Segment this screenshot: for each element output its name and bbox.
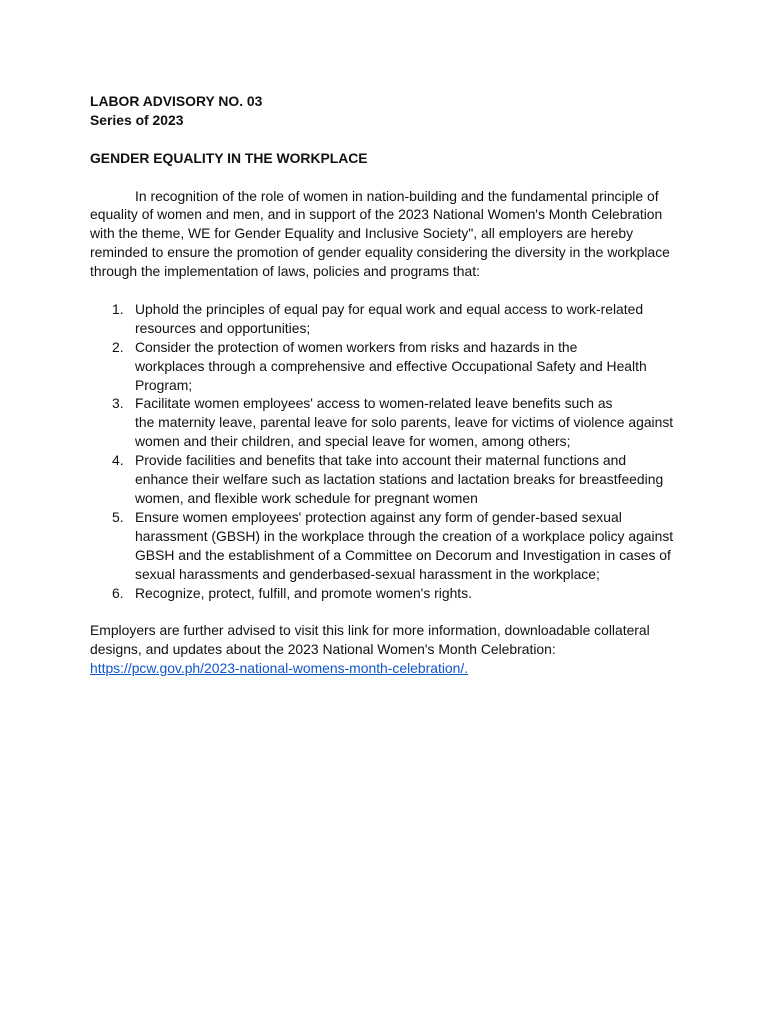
list-item-number: 5. [112,508,124,525]
intro-line: In recognition of the role of women in nation-building and the fundamental principle of [135,187,659,204]
document-content [90,92,690,678]
intro-line: reminded to ensure the promotion of gender equality considering the diversity in the workplace [90,244,670,261]
list-item-line: harassment (GBSH) in the workplace through the creation of a workplace policy against [135,527,674,544]
document-title: GENDER EQUALITY IN THE WORKPLACE [90,149,368,166]
list-item [90,338,690,395]
list-item-line: enhance their welfare such as lactation stations and lactation breaks for breastfeeding [135,471,664,488]
list-item-line: resources and opportunities; [135,319,311,336]
list-item-line: sexual harassments and genderbased-sexual harassment in the workplace; [135,565,600,582]
intro-paragraph [90,187,690,282]
list-item [90,508,690,584]
closing-line: Employers are further advised to visit this link for more information, downloadable collateral [90,622,650,639]
closing-line: designs, and updates about the 2023 National Women's Month Celebration: [90,641,556,658]
list-item-line: women and their children, and special leave for women, among others; [135,433,571,450]
list-item-line: the maternity leave, parental leave for solo parents, leave for victims of violence against [135,414,674,431]
list-item-line: Recognize, protect, fulfill, and promote women's rights. [135,584,472,601]
list-item-number: 1. [112,300,124,317]
list-item-line: Provide facilities and benefits that take into account their maternal functions and [135,452,627,469]
list-item-number: 2. [112,338,124,355]
list-item-line: Ensure women employees' protection against any form of gender-based sexual [135,508,622,525]
list-item-number: 4. [112,452,124,469]
intro-line: equality of women and men, and in support of the 2023 National Women's Month Celebration [90,206,663,223]
requirements-list [90,300,690,603]
list-item-line: GBSH and the establishment of a Committee on Decorum and Investigation in cases of [135,546,671,563]
list-item-number: 6. [112,584,124,601]
list-item [90,300,690,338]
list-item-line: Program; [135,376,193,393]
intro-line: with the theme, WE for Gender Equality and Inclusive Society", all employers are hereby [90,225,634,242]
closing-paragraph [90,621,690,678]
list-item-line: women, and flexible work schedule for pregnant women [135,489,478,506]
list-item-line: Facilitate women employees' access to women-related leave benefits such as [135,395,613,412]
list-item-line: Consider the protection of women workers from risks and hazards in the [135,338,578,355]
list-item-line: workplaces through a comprehensive and effective Occupational Safety and Health [135,357,647,374]
celebration-link[interactable]: https://pcw.gov.ph/2023-national-womens-month-celebration/. [90,660,469,677]
advisory-series: Series of 2023 [90,111,184,128]
list-item [90,394,690,451]
list-item [90,584,690,603]
list-item-number: 3. [112,395,124,412]
list-item [90,451,690,508]
list-item-line: Uphold the principles of equal pay for equal work and equal access to work-related [135,300,644,317]
advisory-number: LABOR ADVISORY NO. 03 [90,93,263,109]
intro-line: through the implementation of laws, policies and programs that: [90,263,480,280]
